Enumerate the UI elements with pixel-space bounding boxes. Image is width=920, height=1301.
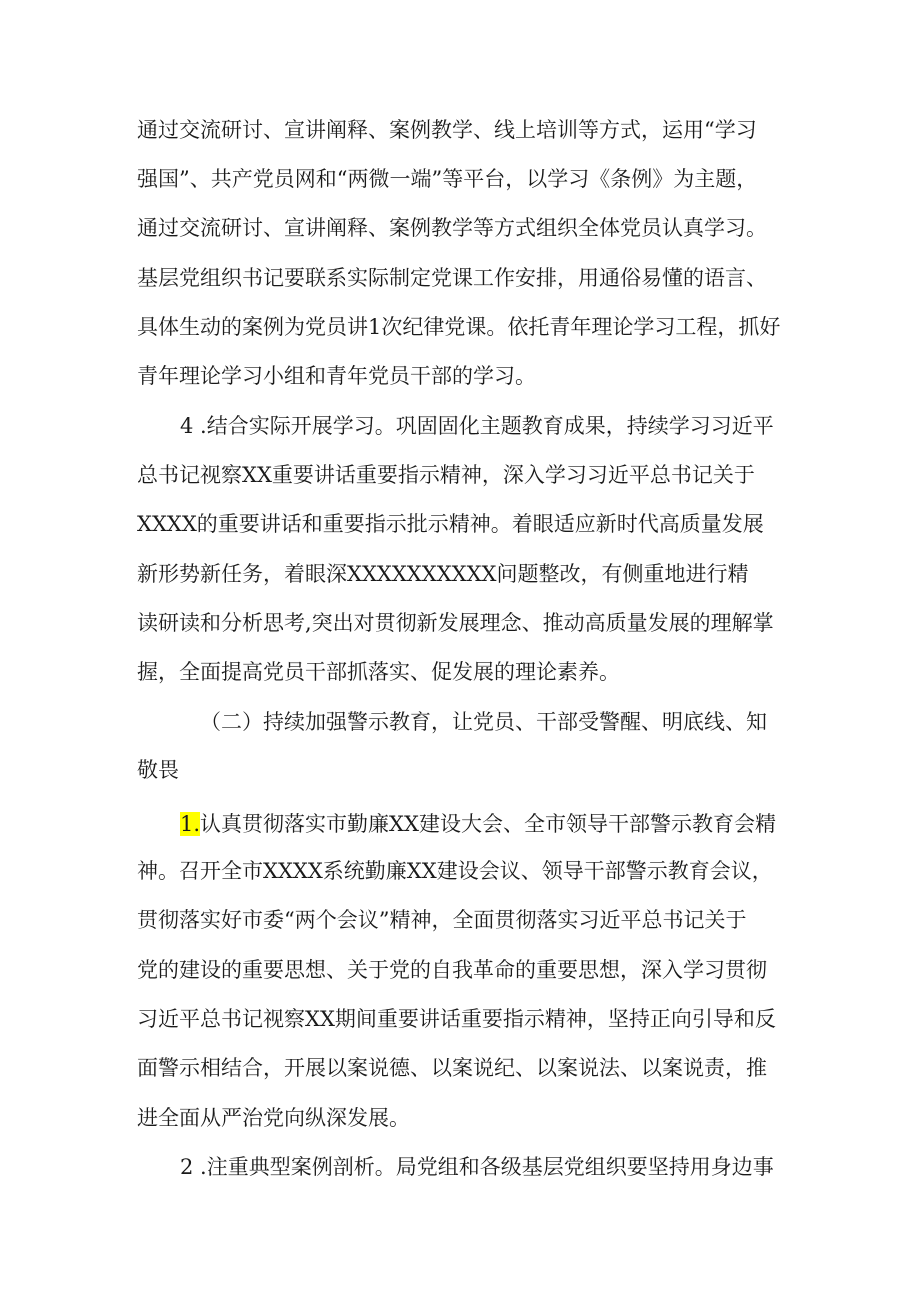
list-item-heading: 2 .注重典型案例剖析。局党组和各级基层党组织要坚持用身边事 bbox=[180, 1155, 774, 1179]
text-line: 总书记视察XX重要讲话重要指示精神，深入学习习近平总书记关于 bbox=[137, 463, 755, 487]
text-line: 强国”、共产党员网和“两微一端”等平台，以学习《条例》为主题， bbox=[137, 167, 758, 191]
text-line: XXXX的重要讲话和重要指示批示精神。着眼适应新时代高质量发展 bbox=[137, 512, 764, 536]
list-item-heading: 4 .结合实际开展学习。巩固固化主题教育成果，持续学习习近平 bbox=[180, 414, 774, 438]
section-heading-cont: 敬畏 bbox=[137, 758, 179, 782]
text-line: 面警示相结合，开展以案说德、以案说纪、以案说法、以案说责，推 bbox=[137, 1056, 767, 1080]
text-line: 贯彻落实好市委“两个会议”精神，全面贯彻落实习近平总书记关于 bbox=[137, 908, 747, 932]
text-line: 青年理论学习小组和青年党员干部的学习。 bbox=[137, 364, 536, 388]
highlight-marker: 1. bbox=[180, 812, 201, 836]
text-line: 基层党组织书记要联系实际制定党课工作安排，用通俗易懂的语言、 bbox=[137, 266, 767, 290]
text-line: 进全面从严治党向纵深发展。 bbox=[137, 1106, 410, 1130]
text-line: 握，全面提高党员干部抓落实、促发展的理论素养。 bbox=[137, 660, 620, 684]
text-line: 神。召开全市XXXX系统勤廉XX建设会议、领导干部警示教育会议， bbox=[137, 859, 773, 883]
text-line: 通过交流研讨、宣讲阐释、案例教学、线上培训等方式，运用“学习 bbox=[137, 118, 757, 142]
text-line: 通过交流研讨、宣讲阐释、案例教学等方式组织全体党员认真学习。 bbox=[137, 216, 767, 240]
text-line: 读研读和分析思考,突出对贯彻新发展理念、推动高质量发展的理解掌 bbox=[137, 611, 774, 635]
section-heading: （二）持续加强警示教育，让党员、干部受警醒、明底线、知 bbox=[200, 710, 767, 734]
text-span: 认真贯彻落实市勤廉XX建设大会、全市领导干部警示教育会精 bbox=[200, 812, 776, 836]
text-line: 党的建设的重要思想、关于党的自我革命的重要思想，深入学习贯彻 bbox=[137, 958, 767, 982]
list-item-heading bbox=[180, 806, 797, 842]
text-line: 习近平总书记视察XX期间重要讲话重要指示精神，坚持正向引导和反 bbox=[137, 1007, 776, 1031]
text-line: 具体生动的案例为党员讲1次纪律党课。依托青年理论学习工程，抓好 bbox=[137, 315, 781, 339]
text-line: 新形势新任务，着眼深XXXXXXXXXX问题整改，有侧重地进行精 bbox=[137, 562, 749, 586]
